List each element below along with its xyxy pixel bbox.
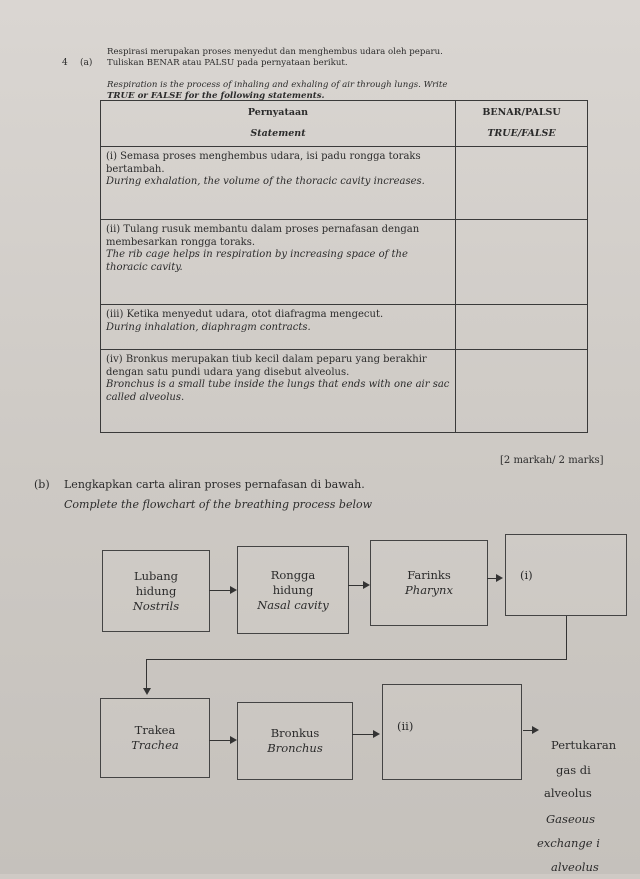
marks-label: [2 markah/ 2 marks]	[500, 455, 604, 466]
nostrils-ms: Lubang hidung	[133, 568, 179, 598]
statement-ms: (iii) Ketika menyedut udara, otot diafragma mengecut.	[106, 309, 384, 320]
question-part-a: (a)	[80, 58, 93, 68]
instruction-en-line-1: Respiration is the process of inhaling and exhaling of air through lungs. Write	[107, 80, 448, 90]
connector-line	[146, 659, 147, 689]
pharynx-en: Pharynx	[405, 583, 453, 597]
nasal-ms: Rongga hidung	[270, 567, 316, 597]
arrow-head-icon	[363, 581, 370, 589]
statement-en: The rib cage helps in respiration by increasing space of the thoracic cavity.	[106, 249, 408, 273]
header-statement-en: Statement	[250, 127, 306, 139]
arrow-head-icon	[373, 730, 380, 738]
statement-ms: (iv) Bronkus merupakan tiub kecil dalam peparu yang berakhir dengan satu pundi udara yang disebut alveolus.	[106, 354, 427, 378]
connector-line	[566, 616, 567, 660]
flow-box-trachea	[100, 698, 210, 778]
flow-box-blank-ii[interactable]	[382, 684, 522, 780]
statement-en: Bronchus is a small tube inside the lungs that ends with one air sac called alveolus.	[106, 379, 450, 403]
header-answer	[455, 101, 587, 147]
arrow-head-icon	[230, 736, 237, 744]
arrow-head-icon	[230, 586, 237, 594]
bronchus-en: Bronchus	[267, 741, 323, 755]
arrow-head-icon	[532, 726, 539, 734]
arrow-head-icon	[496, 574, 503, 582]
flow-box-nostrils	[102, 550, 210, 632]
statement-ms: (i) Semasa proses menghembus udara, isi padu rongga toraks bertambah.	[106, 151, 421, 175]
header-statement-ms: Pernyataan	[247, 107, 309, 118]
table-row	[101, 305, 588, 350]
exchange-en-2: exchange i	[537, 836, 600, 850]
arrow-down-icon	[143, 688, 151, 695]
statement-ms: (ii) Tulang rusuk membantu dalam proses pernafasan dengan membesarkan rongga toraks.	[106, 224, 420, 248]
nasal-en: Nasal cavity	[257, 597, 329, 612]
instruction-ms	[107, 47, 567, 69]
statement-cell	[101, 305, 456, 350]
instruction-en-line-2: TRUE or FALSE for the following statements.	[107, 91, 325, 101]
question-part-b: (b)	[34, 478, 50, 491]
table-row	[101, 147, 588, 220]
answer-cell[interactable]	[455, 220, 587, 305]
instruction-ms-line-2: Tuliskan BENAR atau PALSU pada pernyataan berikut.	[107, 58, 348, 68]
instruction-ms-line-1: Respirasi merupakan proses menyedut dan menghembus udara oleh peparu.	[107, 47, 443, 57]
flow-box-bronchus	[237, 702, 353, 780]
instruction-en	[107, 80, 567, 102]
answer-cell[interactable]	[455, 147, 587, 220]
exchange-ms-2: gas di	[556, 763, 591, 777]
trachea-ms: Trakea	[134, 723, 176, 737]
statement-cell	[101, 220, 456, 305]
statement-cell	[101, 350, 456, 433]
exchange-ms-3: alveolus	[544, 786, 592, 800]
part-b-instruction-ms: Lengkapkan carta aliran proses pernafasan di bawah.	[64, 478, 365, 491]
table-row	[101, 350, 588, 433]
header-answer-en: TRUE/FALSE	[487, 127, 556, 139]
statement-cell	[101, 147, 456, 220]
flow-box-blank-i[interactable]	[505, 534, 627, 616]
exchange-en-1: Gaseous	[546, 812, 595, 826]
true-false-table	[100, 100, 588, 433]
connector-line	[146, 659, 567, 660]
flow-box-nasal-cavity	[237, 546, 349, 634]
header-statement	[101, 101, 456, 147]
nostrils-en: Nostrils	[132, 598, 180, 613]
pharynx-ms: Farinks	[407, 568, 451, 582]
bronchus-ms: Bronkus	[270, 726, 320, 740]
trachea-en: Trachea	[131, 738, 179, 752]
table-row	[101, 220, 588, 305]
statement-en: During inhalation, diaphragm contracts.	[106, 321, 311, 333]
flow-box-pharynx	[370, 540, 488, 626]
statement-en: During exhalation, the volume of the thoracic cavity increases.	[106, 176, 425, 187]
exchange-en-3: alveolus	[551, 860, 599, 874]
header-answer-ms: BENAR/PALSU	[482, 107, 561, 118]
question-number: 4	[62, 58, 68, 68]
part-b-instruction-en: Complete the flowchart of the breathing process below	[64, 498, 373, 511]
exchange-ms-1: Pertukaran	[551, 738, 617, 752]
answer-cell[interactable]	[455, 305, 587, 350]
table-header-row	[101, 101, 588, 147]
blank-i-label: (i)	[520, 567, 533, 582]
answer-cell[interactable]	[455, 350, 587, 433]
blank-ii-label: (ii)	[397, 719, 414, 733]
